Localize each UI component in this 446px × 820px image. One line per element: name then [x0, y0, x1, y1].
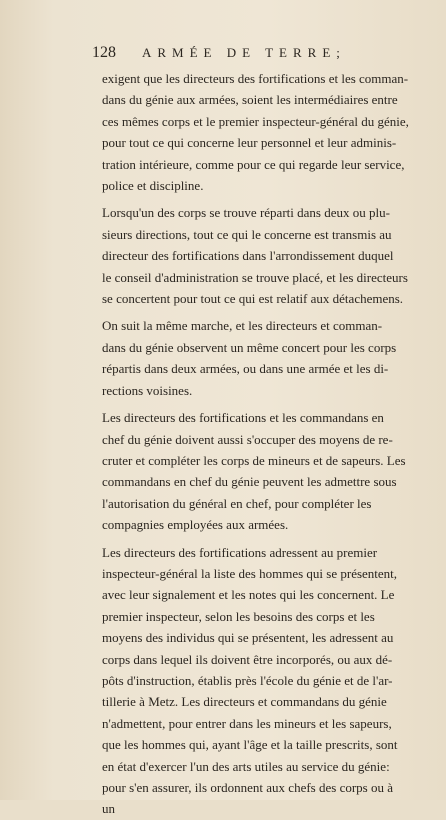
text-line: premier inspecteur, selon les besoins des corps et les: [102, 608, 375, 624]
paragraph: [102, 315, 428, 401]
text-line: chef du génie doivent aussi s'occuper des moyens de re-: [102, 431, 393, 447]
text-line: compagnies employées aux armées.: [102, 517, 289, 533]
text-line: directeur des fortifications dans l'arrondissement duquel: [102, 248, 394, 264]
text-line: Lorsqu'un des corps se trouve réparti dans deux ou plu-: [102, 205, 390, 221]
text-line: rections voisines.: [102, 382, 193, 398]
text-line: Les directeurs des fortifications et les commandans en: [102, 410, 384, 426]
text-line: le conseil d'administration se trouve placé, et les directeurs: [102, 269, 408, 285]
text-line: exigent que les directeurs des fortifications et les comman-: [102, 71, 409, 86]
text-line: se concertent pour tout ce qui est relatif aux détachemens.: [102, 291, 404, 307]
text-line: police et discipline.: [102, 178, 204, 194]
running-title: ARMÉE DE TERRE;: [142, 45, 346, 60]
paragraph: [102, 68, 428, 196]
text-line: tration intérieure, comme pour ce qui regarde leur service,: [102, 156, 405, 172]
paragraph: [102, 202, 428, 309]
text-line: pour s'en assurer, ils ordonnent aux chefs des corps ou à: [102, 780, 393, 795]
text-line: On suit la même marche, et les directeurs et comman-: [102, 318, 383, 334]
text-line: corps dans lequel ils doivent être incorporés, ou aux dé-: [102, 651, 393, 667]
text-line: répartis dans deux armées, ou dans une armée et les di-: [102, 361, 389, 377]
paragraph: [102, 407, 428, 535]
text-line: inspecteur-général la liste des hommes qui se présentent,: [102, 565, 398, 581]
body-text: [102, 68, 428, 820]
text-line: l'autorisation du général en chef, pour compléter les: [102, 495, 372, 511]
page-number: 128: [92, 44, 116, 61]
text-line: commandans en chef du génie peuvent les admettre sous: [102, 474, 397, 490]
text-line: dans du génie aux armées, soient les intermédiaires entre: [102, 92, 398, 108]
text-line: dans du génie observent un même concert pour les corps: [102, 339, 397, 355]
text-line: avec leur signalement et les notes qui les concernent. Le: [102, 587, 395, 603]
text-line: Les directeurs des fortifications adressent au premier: [102, 544, 378, 560]
text-line: sieurs directions, tout ce qui le concerne est transmis au: [102, 226, 392, 242]
text-line: que les hommes qui, ayant l'âge et la taille prescrits, sont: [102, 737, 398, 753]
text-line: n'admettent, pour entrer dans les mineurs et les sapeurs,: [102, 715, 392, 731]
text-line: cruter et compléter les corps de mineurs et de sapeurs. Les: [102, 452, 406, 468]
text-line: ces mêmes corps et le premier inspecteur-général du génie,: [102, 113, 409, 129]
text-line: tillerie à Metz. Les directeurs et commandans du génie: [102, 694, 387, 710]
text-line: un: [102, 801, 115, 817]
paragraph: [102, 542, 428, 820]
text-line: en état d'exercer l'un des arts utiles au service du génie:: [102, 758, 390, 774]
page-header: [92, 44, 428, 62]
text-line: moyens des individus qui se présentent, les adressent au: [102, 630, 394, 646]
text-line: pour tout ce qui concerne leur personnel et leur adminis-: [102, 135, 397, 151]
text-line: pôts d'instruction, établis près l'école du génie et de l'ar-: [102, 672, 393, 688]
